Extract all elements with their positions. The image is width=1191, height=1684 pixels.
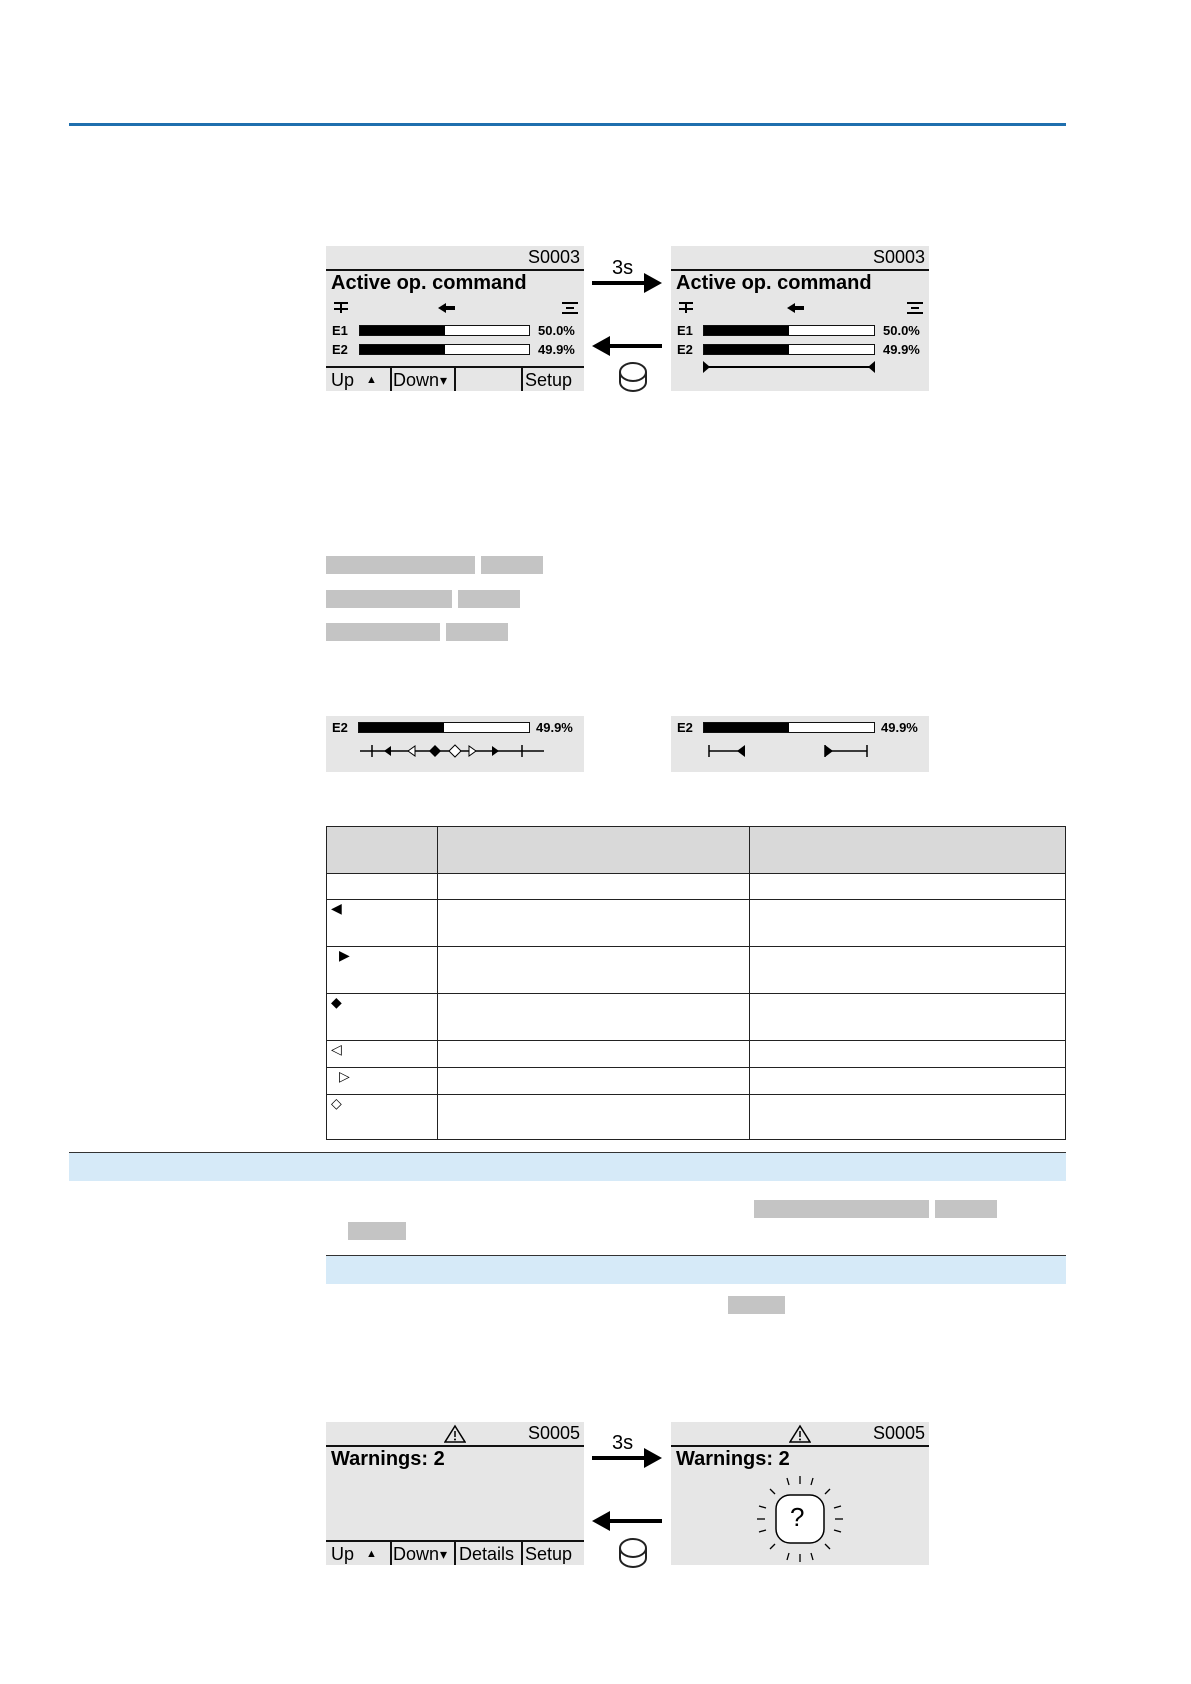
open-end-icon xyxy=(907,303,923,313)
e1-value: 50.0% xyxy=(538,323,575,338)
softkey-up[interactable]: Up xyxy=(331,370,355,390)
screen-title: Active op. command xyxy=(676,272,872,294)
e2-bar xyxy=(358,722,530,733)
e1-label: E1 xyxy=(677,323,693,338)
e2-label: E2 xyxy=(677,720,693,735)
delay-label: 3s xyxy=(612,1432,634,1454)
table-header-cell xyxy=(750,827,1066,874)
redacted-text xyxy=(754,1200,929,1218)
table-row xyxy=(327,1041,1066,1068)
push-button-icon xyxy=(617,1534,649,1570)
up-arrow-icon: ▲ xyxy=(366,1548,377,1560)
e1-value: 50.0% xyxy=(883,323,920,338)
screen-title: Active op. command xyxy=(331,272,527,294)
e2-bar xyxy=(703,722,875,733)
redacted-text xyxy=(326,556,475,574)
display-warnings xyxy=(326,1422,584,1565)
e2-value: 49.9% xyxy=(536,720,573,735)
e2-bar-fill xyxy=(360,345,445,354)
symbol-cell-right-open: ▷ xyxy=(327,1068,438,1095)
softkey-up[interactable]: Up xyxy=(331,1544,355,1564)
screen-title: Warnings: 2 xyxy=(331,1448,445,1470)
table-cell xyxy=(437,1068,750,1095)
divider xyxy=(671,1445,929,1447)
screen-code: S0003 xyxy=(872,247,925,267)
redacted-text xyxy=(728,1296,785,1314)
table-cell xyxy=(750,1041,1066,1068)
header-rule xyxy=(69,123,1066,126)
symbol-cell-left-open: ◁ xyxy=(327,1041,438,1068)
end-position-indicator xyxy=(701,360,877,374)
symbol-cell-right-filled: ▶ xyxy=(327,947,438,994)
redacted-text xyxy=(326,623,440,641)
display-warnings-prompt xyxy=(671,1422,929,1565)
table-row xyxy=(327,994,1066,1041)
e1-label: E1 xyxy=(332,323,348,338)
table-cell xyxy=(437,1041,750,1068)
table-row xyxy=(327,900,1066,947)
e2-bar xyxy=(703,344,875,355)
display-screen-alt xyxy=(671,246,929,391)
arrow-left-icon xyxy=(592,335,664,359)
table-row xyxy=(327,874,1066,900)
subsection-heading-band xyxy=(326,1255,1066,1284)
e2-label: E2 xyxy=(332,342,348,357)
table-cell xyxy=(750,947,1066,994)
display-screen-default xyxy=(326,246,584,391)
redacted-text xyxy=(935,1200,997,1218)
symbol-cell-left-filled: ◀ xyxy=(327,900,438,947)
table-cell xyxy=(437,874,750,900)
divider xyxy=(326,1445,584,1447)
section-heading-band xyxy=(69,1152,1066,1181)
table-cell xyxy=(437,900,750,947)
softkey-down[interactable]: Down xyxy=(393,370,440,390)
table-header-row xyxy=(327,827,1066,874)
arrow-right-icon xyxy=(592,272,664,296)
push-button-icon xyxy=(617,358,649,394)
arrow-right-icon xyxy=(592,1447,664,1471)
table-row xyxy=(327,1068,1066,1095)
divider xyxy=(326,269,584,271)
softkey-separator xyxy=(454,368,456,391)
table-cell xyxy=(750,900,1066,947)
up-arrow-icon: ▲ xyxy=(366,374,377,386)
table-cell xyxy=(437,994,750,1041)
symbol-cell-diamond-filled: ◆ xyxy=(327,994,438,1041)
warning-triangle-icon xyxy=(444,1424,466,1444)
divider xyxy=(671,269,929,271)
direction-icons-row xyxy=(330,301,580,317)
softkey-bar xyxy=(326,368,584,391)
softkey-setup[interactable]: Setup xyxy=(525,1544,573,1564)
e2-value: 49.9% xyxy=(538,342,575,357)
closed-end-icon xyxy=(679,303,693,313)
e1-bar-fill xyxy=(704,326,789,335)
table-cell xyxy=(750,994,1066,1041)
table-cell xyxy=(437,947,750,994)
arrow-left-icon xyxy=(787,303,804,313)
down-arrow-icon: ▾ xyxy=(440,372,448,388)
warning-triangle-icon xyxy=(789,1424,811,1444)
redacted-text xyxy=(458,590,520,608)
table-row xyxy=(327,1095,1066,1140)
softkey-bar xyxy=(326,1542,584,1565)
e2-value: 49.9% xyxy=(883,342,920,357)
table-cell xyxy=(750,1068,1066,1095)
softkey-separator xyxy=(390,1542,392,1565)
intermediate-position-track xyxy=(356,741,546,761)
e2-bar xyxy=(359,344,530,355)
delay-label: 3s xyxy=(612,257,634,279)
softkey-separator xyxy=(390,368,392,391)
screen-code: S0003 xyxy=(527,247,580,267)
e2-value: 49.9% xyxy=(881,720,918,735)
closed-end-icon xyxy=(334,303,348,313)
e2-bar-fill xyxy=(359,723,444,732)
softkey-setup[interactable]: Setup xyxy=(525,370,573,390)
symbol-table xyxy=(326,826,1066,1140)
screen-code: S0005 xyxy=(527,1423,580,1443)
screen-title: Warnings: 2 xyxy=(676,1448,790,1470)
table-header-cell xyxy=(437,827,750,874)
e1-bar xyxy=(703,325,875,336)
table-cell xyxy=(750,1095,1066,1140)
softkey-details[interactable]: Details xyxy=(459,1544,515,1564)
end-position-track xyxy=(707,741,873,761)
e2-bar-fill xyxy=(704,345,789,354)
softkey-separator xyxy=(454,1542,456,1565)
softkey-separator xyxy=(521,368,523,391)
table-header-cell xyxy=(327,827,438,874)
open-end-icon xyxy=(562,303,578,313)
redacted-text xyxy=(446,623,508,641)
arrow-left-icon xyxy=(438,303,455,313)
redacted-text xyxy=(481,556,543,574)
down-arrow-icon: ▾ xyxy=(440,1546,448,1562)
softkey-down[interactable]: Down xyxy=(393,1544,440,1564)
question-mark: ? xyxy=(790,1502,805,1532)
screen-code: S0005 xyxy=(872,1423,925,1443)
redacted-text xyxy=(326,590,452,608)
display-end-positions xyxy=(671,716,929,772)
arrow-left-icon xyxy=(592,1510,664,1534)
direction-icons-row xyxy=(675,301,925,317)
e1-bar xyxy=(359,325,530,336)
e1-bar-fill xyxy=(360,326,445,335)
symbol-cell-diamond-open: ◇ xyxy=(327,1095,438,1140)
redacted-text xyxy=(348,1222,406,1240)
table-cell xyxy=(437,1095,750,1140)
symbol-cell xyxy=(327,874,438,900)
softkey-separator xyxy=(521,1542,523,1565)
e2-label: E2 xyxy=(677,342,693,357)
display-intermediate-positions xyxy=(326,716,584,772)
table-row xyxy=(327,947,1066,994)
e2-label: E2 xyxy=(332,720,348,735)
e2-bar-fill xyxy=(704,723,789,732)
table-cell xyxy=(750,874,1066,900)
